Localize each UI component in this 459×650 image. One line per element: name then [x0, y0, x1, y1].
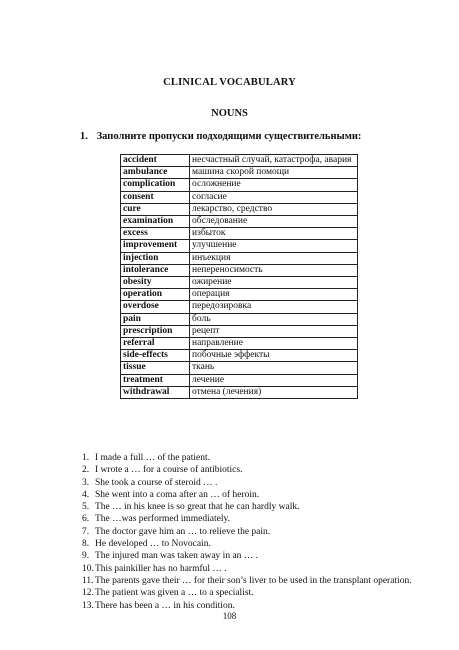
- exercise-number: 11.: [82, 575, 94, 586]
- section-title: NOUNS: [211, 108, 248, 119]
- vocabulary-term: tissue: [121, 362, 190, 374]
- vocabulary-row: [121, 313, 358, 325]
- exercise-text: The …was performed immediately.: [95, 514, 230, 525]
- vocabulary-row: [121, 252, 358, 264]
- vocabulary-term: examination: [121, 216, 190, 228]
- vocabulary-term: complication: [121, 179, 190, 191]
- exercise-number: 6.: [82, 514, 90, 525]
- vocabulary-row: [121, 289, 358, 301]
- exercise-number: 8.: [82, 539, 90, 550]
- vocabulary-term: operation: [121, 289, 190, 301]
- vocabulary-translation: улучшение: [190, 240, 358, 252]
- vocabulary-row: [121, 191, 358, 203]
- exercise-item: [82, 489, 412, 501]
- vocabulary-row: [121, 374, 358, 386]
- vocabulary-translation: побочные эффекты: [190, 350, 358, 362]
- vocabulary-translation: лекарство, средство: [190, 203, 358, 215]
- vocabulary-term: withdrawal: [121, 386, 190, 398]
- vocabulary-term: overdose: [121, 301, 190, 313]
- exercise-item: [82, 550, 412, 562]
- vocabulary-row: [121, 155, 358, 167]
- vocabulary-term: ambulance: [121, 167, 190, 179]
- vocabulary-row: [121, 325, 358, 337]
- exercise-item: [82, 600, 412, 612]
- exercise-text: The patient was given a … to a specialist.: [95, 588, 254, 599]
- vocabulary-table: [120, 154, 358, 399]
- vocabulary-term: accident: [121, 155, 190, 167]
- vocabulary-term: pain: [121, 313, 190, 325]
- exercise-item: [82, 526, 412, 538]
- exercise-number: 2.: [82, 465, 90, 476]
- vocabulary-term: consent: [121, 191, 190, 203]
- vocabulary-translation: ожирение: [190, 277, 358, 289]
- exercise-text: The parents gave their … for their son’s liver to be used in the transplant operation.: [95, 575, 412, 586]
- exercise-list: [82, 452, 412, 612]
- exercise-item: [82, 587, 412, 599]
- exercise-number: 9.: [82, 551, 90, 562]
- exercise-text: He developed … to Novocain.: [95, 539, 211, 550]
- page-title: CLINICAL VOCABULARY: [163, 77, 296, 88]
- task-number: 1.: [80, 131, 88, 142]
- vocabulary-row: [121, 277, 358, 289]
- task-instruction: [80, 131, 361, 142]
- exercise-item: [82, 575, 412, 587]
- vocabulary-translation: осложнение: [190, 179, 358, 191]
- exercise-item: [82, 513, 412, 525]
- exercise-item: [82, 464, 412, 476]
- vocabulary-translation: машина скорой помощи: [190, 167, 358, 179]
- vocabulary-row: [121, 167, 358, 179]
- vocabulary-row: [121, 350, 358, 362]
- vocabulary-row: [121, 362, 358, 374]
- exercise-text: The injured man was taken away in an … .: [95, 551, 259, 562]
- vocabulary-term: intolerance: [121, 264, 190, 276]
- exercise-text: The … in his knee is so great that he can hardly walk.: [95, 502, 300, 513]
- exercise-text: I made a full … of the patient.: [95, 453, 211, 463]
- vocabulary-term: obesity: [121, 277, 190, 289]
- vocabulary-translation: инъекция: [190, 252, 358, 264]
- exercise-text: There has been a … in his condition.: [95, 600, 235, 611]
- exercise-number: 4.: [82, 489, 90, 500]
- vocabulary-translation: непереносимость: [190, 264, 358, 276]
- vocabulary-row: [121, 203, 358, 215]
- vocabulary-translation: согласие: [190, 191, 358, 203]
- vocabulary-row: [121, 179, 358, 191]
- exercise-item: [82, 477, 412, 489]
- exercise-item: [82, 538, 412, 550]
- exercise-number: 1.: [82, 453, 90, 463]
- exercise-number: 7.: [82, 526, 90, 537]
- vocabulary-row: [121, 216, 358, 228]
- exercise-text: This painkiller has no harmful … .: [95, 563, 227, 574]
- exercise-text: She went into a coma after an … of heroin.: [95, 489, 260, 500]
- vocabulary-row: [121, 301, 358, 313]
- vocabulary-row: [121, 240, 358, 252]
- vocabulary-term: treatment: [121, 374, 190, 386]
- vocabulary-term: injection: [121, 252, 190, 264]
- vocabulary-translation: боль: [190, 313, 358, 325]
- vocabulary-translation: рецепт: [190, 325, 358, 337]
- vocabulary-row: [121, 228, 358, 240]
- vocabulary-translation: несчастный случай, катастрофа, авария: [190, 155, 358, 167]
- exercise-item: [82, 452, 412, 464]
- vocabulary-translation: операция: [190, 289, 358, 301]
- exercise-item: [82, 563, 412, 575]
- vocabulary-translation: направление: [190, 338, 358, 350]
- exercise-text: The doctor gave him an … to relieve the pain.: [95, 526, 271, 537]
- exercise-number: 10.: [82, 563, 94, 574]
- exercise-number: 13.: [82, 600, 94, 611]
- exercise-text: She took a course of steroid … .: [95, 477, 218, 488]
- vocabulary-term: cure: [121, 203, 190, 215]
- exercise-number: 3.: [82, 477, 90, 488]
- exercise-number: 12.: [82, 588, 94, 599]
- exercise-item: [82, 501, 412, 513]
- vocabulary-translation: отмена (лечения): [190, 386, 358, 398]
- vocabulary-term: side-effects: [121, 350, 190, 362]
- vocabulary-translation: обследование: [190, 216, 358, 228]
- page-number: 108: [222, 611, 237, 621]
- vocabulary-term: improvement: [121, 240, 190, 252]
- vocabulary-term: excess: [121, 228, 190, 240]
- vocabulary-row: [121, 338, 358, 350]
- vocabulary-term: referral: [121, 338, 190, 350]
- vocabulary-translation: ткань: [190, 362, 358, 374]
- vocabulary-row: [121, 264, 358, 276]
- vocabulary-row: [121, 386, 358, 398]
- task-text: Заполните пропуски подходящими существительными:: [96, 131, 362, 142]
- exercise-text: I wrote a … for a course of antibiotics.: [95, 465, 243, 476]
- vocabulary-translation: лечение: [190, 374, 358, 386]
- vocabulary-translation: избыток: [190, 228, 358, 240]
- exercise-number: 5.: [82, 502, 90, 513]
- vocabulary-translation: передозировка: [190, 301, 358, 313]
- vocabulary-term: prescription: [121, 325, 190, 337]
